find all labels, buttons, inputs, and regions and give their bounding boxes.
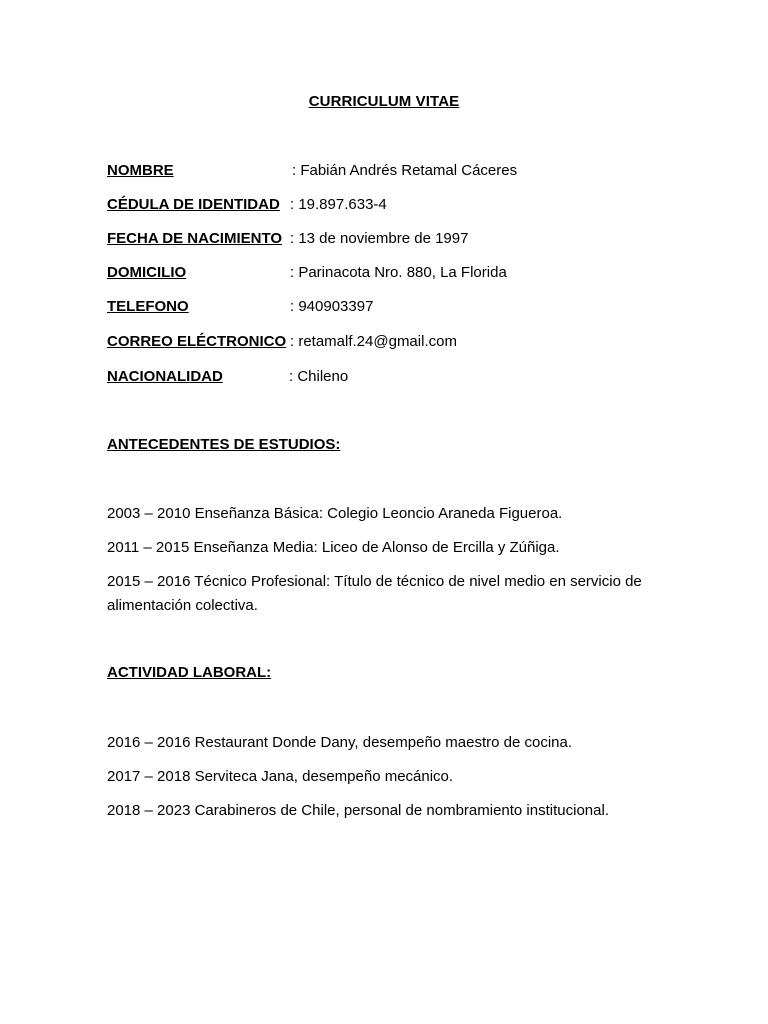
telefono-value: : 940903397 (290, 298, 374, 315)
field-nacionalidad (107, 367, 349, 387)
estudio-item: 2003 – 2010 Enseñanza Básica: Colegio Leoncio Araneda Figueroa. (107, 505, 563, 522)
correo-label: CORREO ELÉCTRONICO (107, 333, 287, 350)
field-nombre (107, 161, 518, 181)
laboral-heading: ACTIVIDAD LABORAL: (107, 664, 272, 681)
nacionalidad-label: NACIONALIDAD (107, 368, 223, 385)
nacionalidad-value: : Chileno (289, 368, 349, 385)
estudio-item: 2015 – 2016 Técnico Profesional: Título de técnico de nivel medio en servicio de alimentación colectiva. (107, 573, 642, 614)
cedula-value: : 19.897.633-4 (290, 196, 387, 213)
nombre-value: : Fabián Andrés Retamal Cáceres (292, 162, 518, 179)
field-correo (107, 332, 457, 352)
field-telefono (107, 297, 374, 317)
domicilio-value: : Parinacota Nro. 880, La Florida (290, 264, 507, 281)
telefono-label: TELEFONO (107, 298, 189, 315)
laboral-item: 2018 – 2023 Carabineros de Chile, personal de nombramiento institucional. (107, 802, 609, 819)
estudio-item: 2011 – 2015 Enseñanza Media: Liceo de Alonso de Ercilla y Zúñiga. (107, 539, 560, 556)
laboral-item: 2017 – 2018 Serviteca Jana, desempeño mecánico. (107, 768, 454, 785)
nombre-label: NOMBRE (107, 162, 174, 179)
estudios-heading: ANTECEDENTES DE ESTUDIOS: (107, 436, 341, 453)
laboral-item: 2016 – 2016 Restaurant Donde Dany, desempeño maestro de cocina. (107, 734, 573, 751)
field-cedula (107, 195, 387, 215)
field-domicilio (107, 263, 507, 283)
cedula-label: CÉDULA DE IDENTIDAD (107, 196, 280, 213)
domicilio-label: DOMICILIO (107, 264, 187, 281)
fecha-nacimiento-label: FECHA DE NACIMIENTO (107, 230, 283, 247)
document-title: CURRICULUM VITAE (308, 93, 460, 110)
correo-value: : retamalf.24@gmail.com (290, 333, 457, 350)
field-fecha-nacimiento (107, 229, 469, 249)
fecha-nacimiento-value: : 13 de noviembre de 1997 (290, 230, 469, 247)
